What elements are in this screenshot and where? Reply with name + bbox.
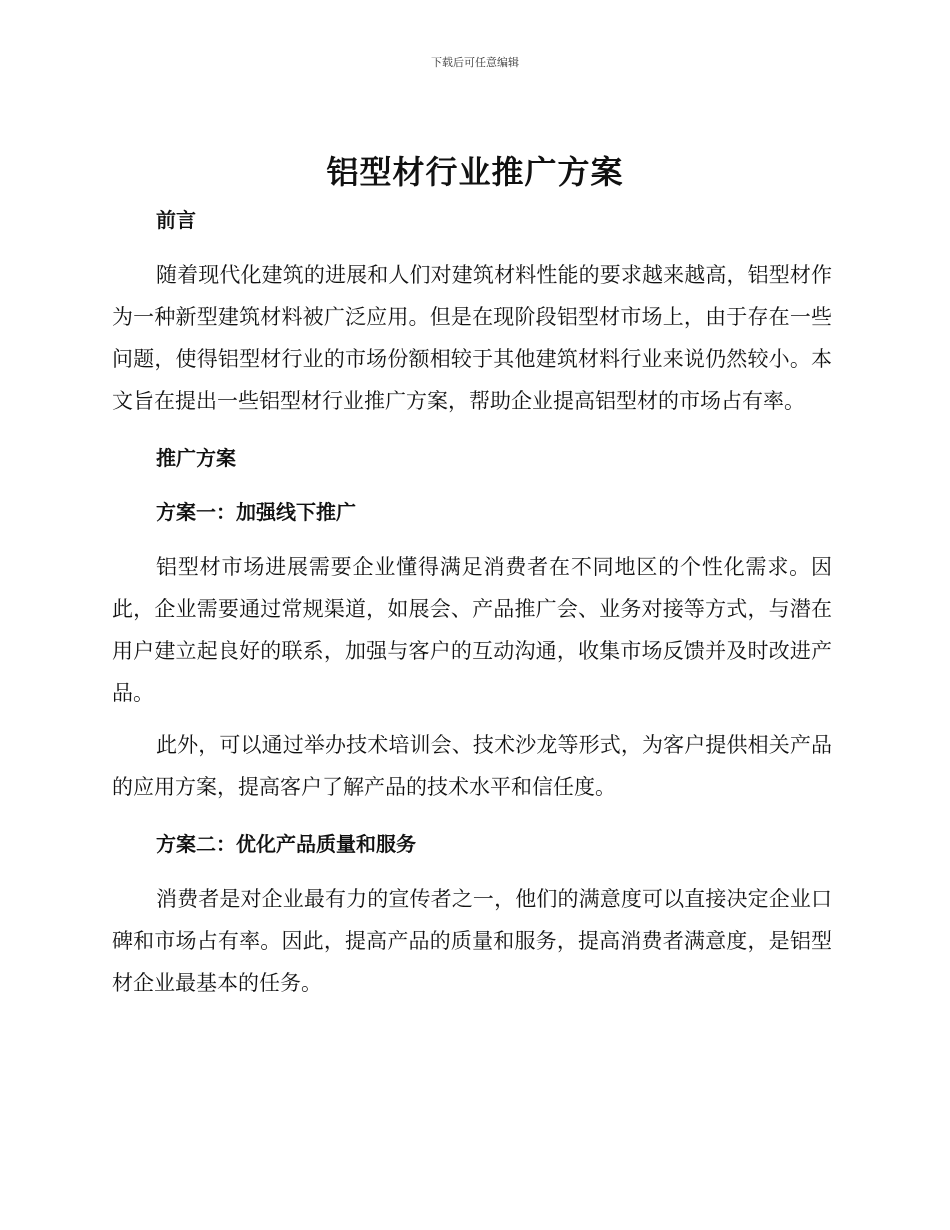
plan1-heading: 方案一：加强线下推广 [156, 500, 356, 524]
header-note: 下载后可任意编辑 [431, 56, 519, 69]
preface-paragraph: 随着现代化建筑的进展和人们对建筑材料性能的要求越来越高，铝型材作为一种新型建筑材料被广泛应用。但是在现阶段铝型材市场上，由于存在一些问题，使得铝型材行业的市场份额相较于其他建筑材料行业来说仍然较小。本文旨在提出一些铝型材行业推广方案，帮助企业提高铝型材的市场占有率。 [112, 263, 832, 413]
section-heading: 推广方案 [156, 446, 236, 470]
plan1-paragraph-1: 铝型材市场进展需要企业懂得满足消费者在不同地区的个性化需求。因此，企业需要通过常规渠道，如展会、产品推广会、业务对接等方式，与潜在用户建立起良好的联系，加强与客户的互动沟通，收集市场反馈并及时改进产品。 [112, 555, 832, 705]
plan1-paragraph-2: 此外，可以通过举办技术培训会、技术沙龙等形式，为客户提供相关产品的应用方案，提高客户了解产品的技术水平和信任度。 [112, 733, 832, 799]
document-title: 铝型材行业推广方案 [326, 153, 624, 191]
document-body [112, 204, 832, 1004]
preface-heading: 前言 [156, 208, 196, 232]
plan2-paragraph-1: 消费者是对企业最有力的宣传者之一，他们的满意度可以直接决定企业口碑和市场占有率。因此，提高产品的质量和服务，提高消费者满意度，是铝型材企业最基本的任务。 [112, 887, 832, 995]
plan2-heading: 方案二：优化产品质量和服务 [156, 832, 416, 856]
